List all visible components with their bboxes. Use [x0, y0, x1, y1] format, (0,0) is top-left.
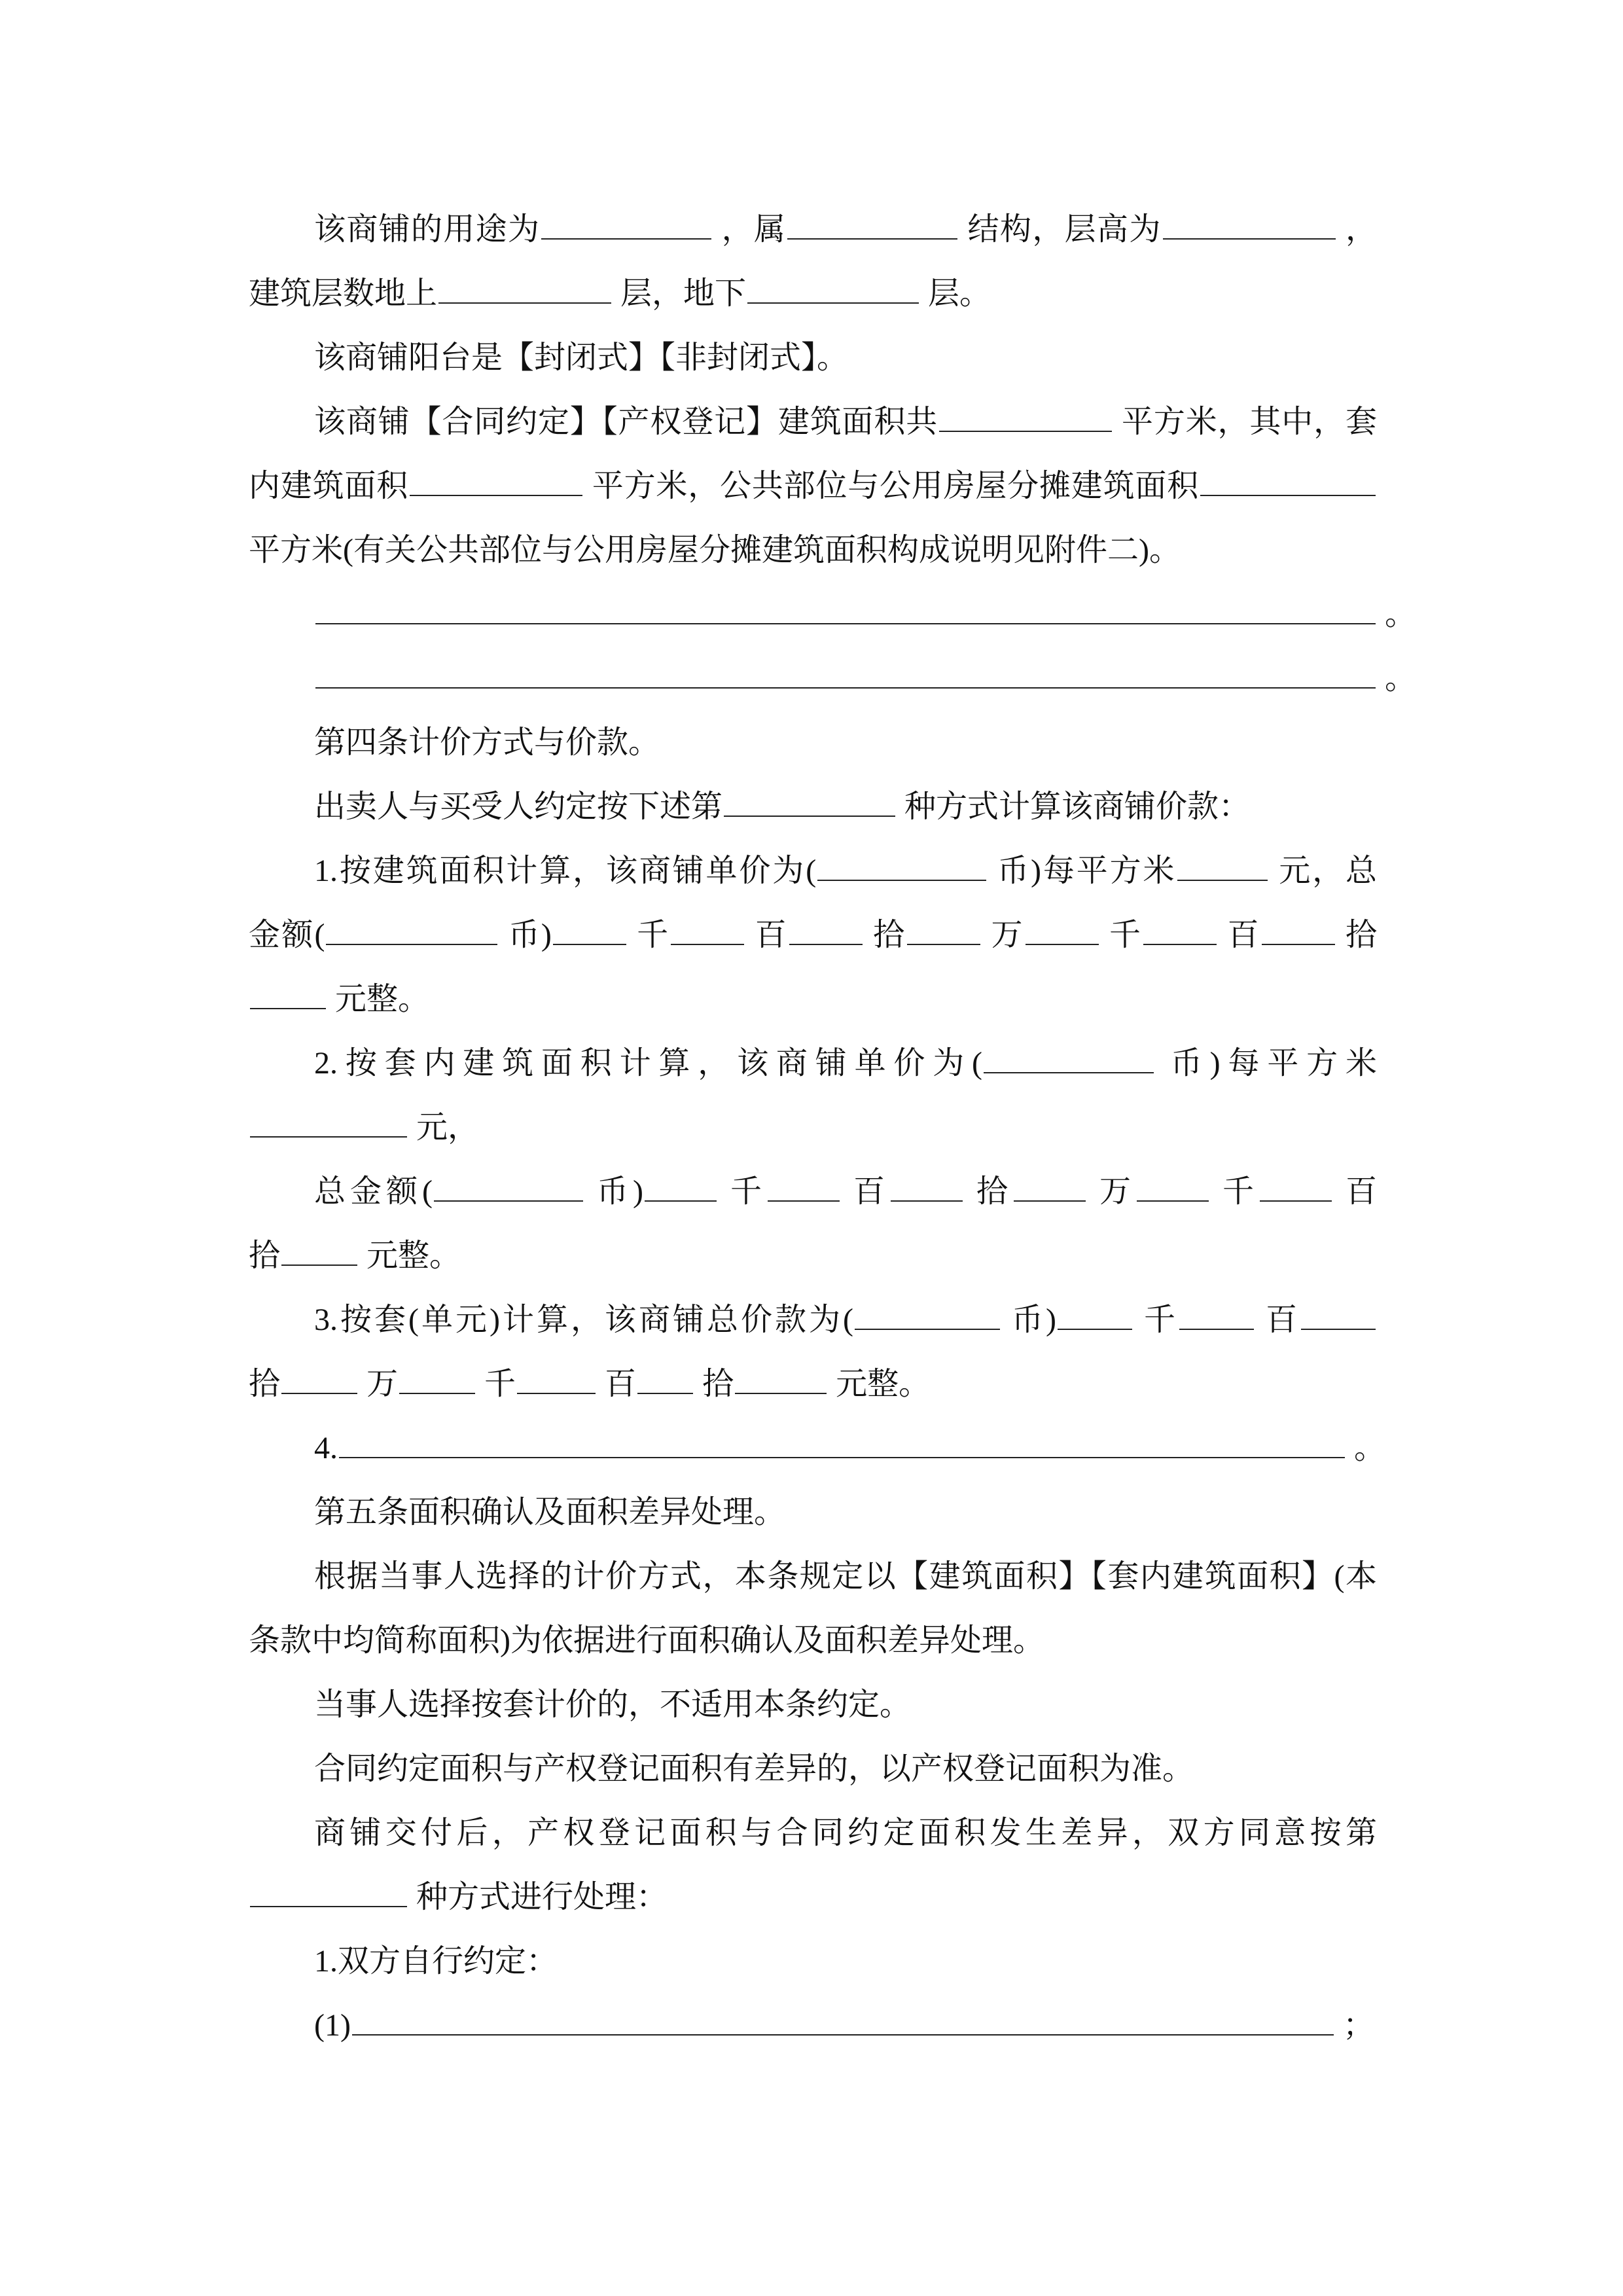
line-text: ，: [1346, 212, 1377, 247]
contract-line: [249, 390, 1377, 454]
line-text: 万: [1099, 1174, 1135, 1209]
fill-in-blank[interactable]: [281, 1234, 357, 1266]
contract-line: [249, 903, 1377, 967]
fill-in-blank[interactable]: [1260, 1170, 1332, 1202]
contract-line: [249, 583, 1417, 647]
line-text: 平方米，公共部位与公用房屋分摊建筑面积: [592, 469, 1199, 503]
line-text: 币): [1011, 1302, 1056, 1337]
fill-in-blank[interactable]: [768, 1170, 840, 1202]
line-text: 平方米，其中，套: [1121, 404, 1377, 439]
line-text: 1.按建筑面积计算，该商铺单价为(: [314, 853, 817, 888]
line-text: 千: [1109, 918, 1143, 952]
line-text: 合同约定面积与产权登记面积有差异的，以产权登记面积为准。: [314, 1751, 1194, 1786]
line-text: 。: [1385, 597, 1417, 632]
fill-in-blank[interactable]: [939, 401, 1112, 432]
line-text: 拾: [873, 918, 906, 952]
contract-line: [249, 1929, 1377, 1994]
fill-in-blank[interactable]: [1200, 465, 1376, 496]
line-text: 该商铺的用途为: [314, 212, 541, 247]
fill-in-blank[interactable]: [1177, 850, 1268, 881]
fill-in-blank[interactable]: [817, 850, 986, 881]
line-text: ，属: [721, 212, 787, 247]
fill-in-blank[interactable]: [1143, 914, 1217, 945]
line-text: 条款中均简称面积)为依据进行面积确认及面积差异处理。: [249, 1623, 1044, 1658]
line-text: 千: [1222, 1174, 1258, 1209]
contract-line: [249, 1673, 1377, 1737]
contract-line: [249, 1801, 1377, 1865]
line-text: 根据当事人选择的计价方式，本条规定以【建筑面积】【套内建筑面积】(本: [314, 1559, 1377, 1594]
contract-line: [249, 1609, 1377, 1673]
line-text: 1.双方自行约定：: [314, 1944, 558, 1979]
line-text: 百: [1345, 1174, 1377, 1209]
line-text: 种方式计算该商铺价款：: [904, 789, 1251, 824]
fill-in-blank[interactable]: [747, 272, 919, 304]
contract-line: [249, 647, 1417, 711]
line-text: (1): [314, 2008, 351, 2043]
fill-in-blank[interactable]: [553, 914, 626, 945]
fill-in-blank[interactable]: [637, 1363, 693, 1394]
fill-in-blank[interactable]: [671, 914, 744, 945]
line-text: 平方米(有关公共部位与公用房屋分摊建筑面积构成说明见附件二)。: [249, 533, 1181, 567]
line-text: 第五条面积确认及面积差异处理。: [314, 1495, 786, 1530]
fill-in-blank[interactable]: [1262, 914, 1335, 945]
line-text: 4.: [314, 1431, 338, 1465]
contract-line: [249, 1994, 1377, 2058]
line-text: 千: [730, 1174, 766, 1209]
line-text: 该商铺【合同约定】【产权登记】建筑面积共: [314, 404, 938, 439]
contract-line: [249, 1224, 1377, 1288]
line-text: ；: [1342, 2008, 1374, 2043]
line-text: 千: [484, 1367, 516, 1401]
contract-line: [249, 326, 1377, 390]
contract-line: [249, 711, 1377, 775]
fill-in-blank[interactable]: [434, 1170, 583, 1202]
line-text: 当事人选择按套计价的，不适用本条约定。: [314, 1687, 912, 1722]
line-text: 拾: [702, 1367, 734, 1401]
contract-line: [249, 1160, 1377, 1224]
line-text: 万: [991, 918, 1024, 952]
line-text: 拾: [249, 1238, 281, 1273]
fill-in-blank[interactable]: [907, 914, 980, 945]
line-text: 。: [1354, 1431, 1386, 1465]
contract-line: [249, 967, 1377, 1031]
fill-in-blank[interactable]: [735, 1363, 827, 1394]
fill-in-blank[interactable]: [250, 978, 326, 1009]
line-text: 百: [605, 1367, 637, 1401]
contract-page-body: [249, 198, 1417, 2058]
line-text: 层，地下: [620, 276, 747, 311]
fill-in-blank[interactable]: [1301, 1299, 1376, 1330]
fill-in-blank[interactable]: [1058, 1299, 1132, 1330]
line-text: 元，: [416, 1110, 480, 1145]
line-text: 第四条计价方式与价款。: [314, 725, 660, 760]
contract-line: [249, 518, 1377, 583]
contract-line: [249, 1865, 1377, 1929]
fill-in-blank[interactable]: [789, 914, 863, 945]
contract-line: [249, 1288, 1377, 1352]
line-text: 币): [508, 918, 552, 952]
contract-line: [249, 1480, 1377, 1545]
line-text: 百: [853, 1174, 889, 1209]
fill-in-blank[interactable]: [1026, 914, 1099, 945]
fill-in-blank[interactable]: [855, 1299, 1000, 1330]
line-text: 2.按套内建筑面积计算，该商铺单价为(: [314, 1046, 983, 1081]
line-text: 拾: [1345, 918, 1377, 952]
line-text: 百: [1227, 918, 1260, 952]
line-text: 结构，层高为: [967, 212, 1162, 247]
line-text: 。: [1385, 661, 1417, 696]
fill-in-blank[interactable]: [250, 1876, 407, 1907]
line-text: 万: [366, 1367, 399, 1401]
line-text: 元整。: [366, 1238, 461, 1273]
fill-in-blank[interactable]: [1179, 1299, 1254, 1330]
line-text: 出卖人与买受人约定按下述第: [314, 789, 723, 824]
fill-in-blank[interactable]: [517, 1363, 596, 1394]
line-text: 百: [755, 918, 788, 952]
line-text: 元，总: [1279, 853, 1377, 888]
line-text: 币)每平方米: [997, 853, 1177, 888]
fill-in-blank[interactable]: [891, 1170, 963, 1202]
fill-in-blank[interactable]: [410, 465, 582, 496]
fill-in-blank[interactable]: [399, 1363, 475, 1394]
fill-in-blank[interactable]: [250, 1106, 407, 1138]
fill-in-blank[interactable]: [787, 208, 957, 240]
contract-line: [249, 775, 1377, 839]
contract-line: [249, 1031, 1377, 1096]
line-text: 3.按套(单元)计算，该商铺总价款为(: [314, 1302, 853, 1337]
contract-line: [249, 1545, 1377, 1609]
line-text: 千: [1143, 1302, 1178, 1337]
fill-in-blank[interactable]: [1014, 1170, 1086, 1202]
line-text: 拾: [249, 1367, 281, 1401]
contract-line: [249, 1416, 1386, 1480]
fill-in-blank[interactable]: [438, 272, 611, 304]
line-text: 拾: [976, 1174, 1012, 1209]
contract-line: [249, 262, 1377, 326]
fill-in-blank[interactable]: [724, 785, 895, 817]
line-text: 建筑层数地上: [249, 276, 438, 311]
contract-line: [249, 454, 1377, 518]
contract-line: [249, 1096, 1377, 1160]
contract-line: [249, 1352, 1377, 1416]
fill-in-blank[interactable]: [1137, 1170, 1209, 1202]
fill-in-blank[interactable]: [315, 593, 1376, 624]
line-text: 内建筑面积: [249, 469, 408, 503]
fill-in-blank[interactable]: [326, 914, 497, 945]
fill-in-blank[interactable]: [352, 2004, 1334, 2036]
contract-line: [249, 839, 1377, 903]
fill-in-blank[interactable]: [281, 1363, 357, 1394]
line-text: 币): [596, 1174, 643, 1209]
contract-line: [249, 198, 1377, 262]
fill-in-blank[interactable]: [1163, 208, 1336, 240]
fill-in-blank[interactable]: [645, 1170, 717, 1202]
line-text: 金额(: [249, 918, 325, 952]
fill-in-blank[interactable]: [315, 657, 1376, 689]
line-text: 元整。: [335, 982, 430, 1016]
line-text: 层。: [928, 276, 991, 311]
contract-line: [249, 1737, 1377, 1801]
line-text: 币)每平方米: [1170, 1046, 1377, 1081]
line-text: 总金额(: [314, 1174, 433, 1209]
fill-in-blank[interactable]: [541, 208, 711, 240]
line-text: 种方式进行处理：: [416, 1880, 668, 1914]
line-text: 百: [1265, 1302, 1300, 1337]
line-text: 该商铺阳台是【封闭式】【非封闭式】。: [314, 340, 849, 375]
line-text: 元整。: [836, 1367, 931, 1401]
fill-in-blank[interactable]: [339, 1427, 1345, 1458]
line-text: 商铺交付后，产权登记面积与合同约定面积发生差异，双方同意按第: [314, 1816, 1377, 1850]
fill-in-blank[interactable]: [984, 1042, 1154, 1073]
line-text: 千: [637, 918, 670, 952]
